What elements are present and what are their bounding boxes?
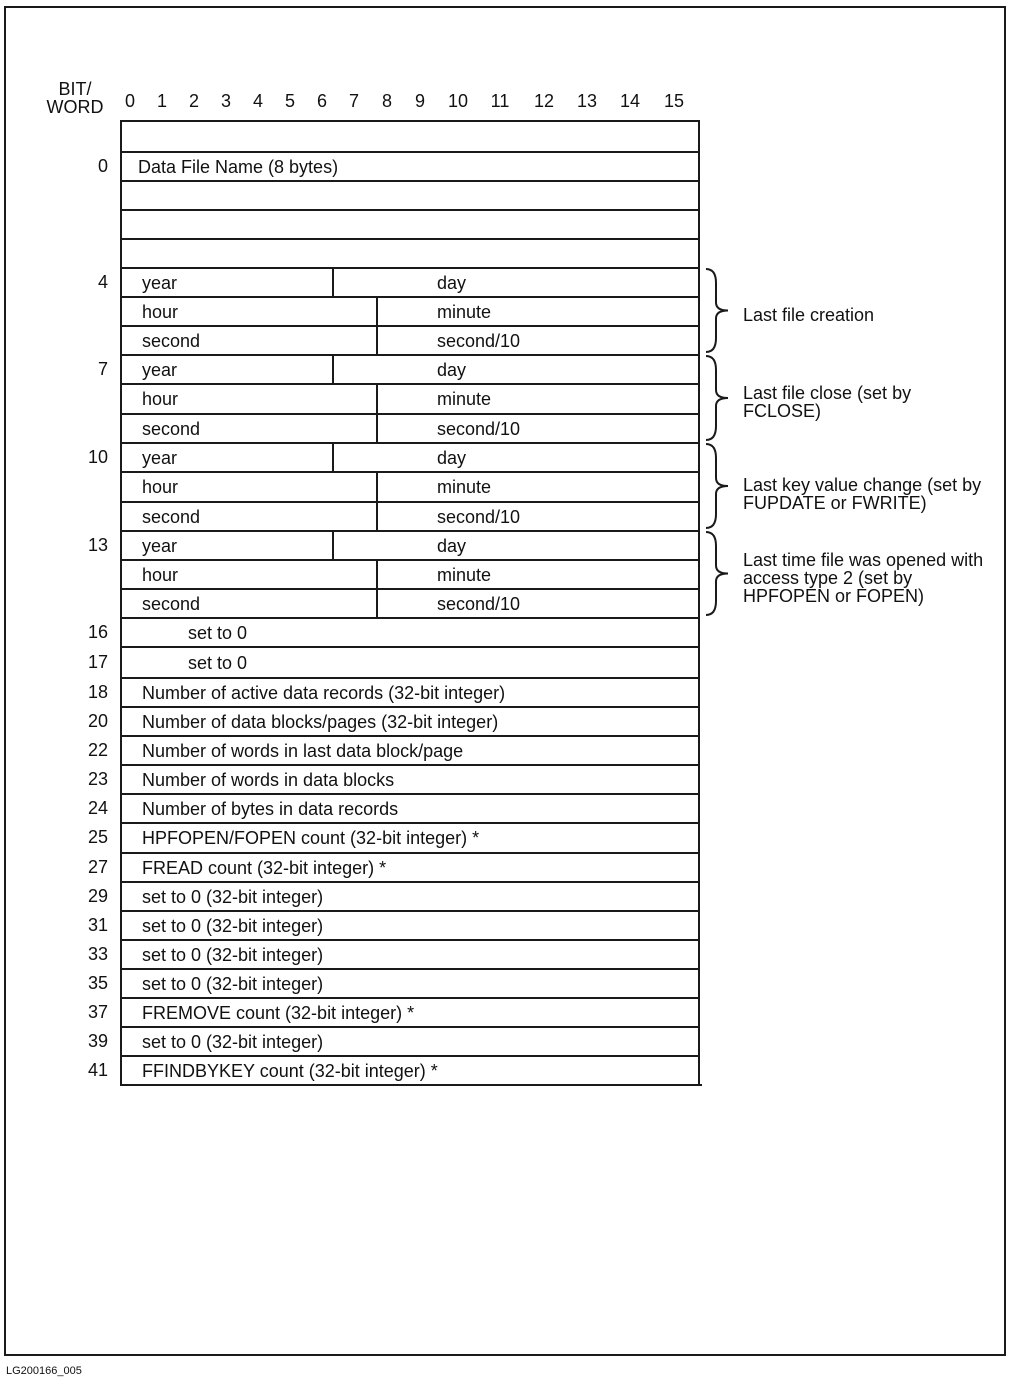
word-number: 24	[87, 797, 108, 818]
field-label: Number of bytes in data records	[142, 798, 399, 819]
field-label: Number of active data records (32-bit integer)	[142, 682, 506, 703]
field-label: second/10	[437, 418, 521, 439]
field-label: hour	[142, 564, 179, 585]
field-label: Number of data blocks/pages (32-bit integer)	[142, 711, 499, 732]
field-label: set to 0 (32-bit integer)	[142, 915, 324, 936]
field-label: minute	[437, 389, 492, 409]
field-label: Number of words in last data block/page	[142, 740, 464, 761]
group-annotation: Last key value change (set by FUPDATE or FWRITE)	[743, 475, 982, 513]
word-number: 4	[97, 271, 108, 292]
field-label: year	[142, 272, 178, 293]
field-label: FFINDBYKEY count (32-bit integer) *	[142, 1060, 438, 1081]
field-label: set to 0 (32-bit integer)	[142, 886, 324, 907]
field-label: second/10	[437, 593, 521, 614]
word-number: 39	[87, 1030, 108, 1051]
field-label: FREAD count (32-bit integer) *	[142, 857, 387, 878]
field-label: day	[437, 535, 467, 556]
group-brace	[706, 356, 728, 440]
field-label: hour	[142, 301, 179, 322]
bit-number: 15	[663, 91, 685, 111]
bit-number: 14	[619, 91, 641, 111]
bit-number: 5	[284, 91, 295, 111]
group-brace	[706, 532, 728, 615]
group-annotation: Last file close (set by FCLOSE)	[743, 383, 912, 421]
bit-number: 8	[381, 91, 392, 111]
field-label: second	[142, 330, 201, 351]
word-number: 18	[87, 681, 108, 702]
field-label: second	[142, 506, 201, 527]
field-label: day	[437, 272, 467, 293]
group-annotation: Last file creation	[743, 305, 875, 325]
field-label: minute	[437, 564, 492, 585]
word-number: 16	[87, 621, 108, 642]
field-label: second/10	[437, 330, 521, 351]
group-annotation: Last time file was opened with access type 2 (set by HPFOPEN or FOPEN)	[743, 550, 984, 606]
field-label: Number of words in data blocks	[142, 769, 395, 790]
word-number: 37	[87, 1001, 108, 1022]
word-number: 23	[87, 768, 108, 789]
bit-number: 9	[414, 91, 425, 111]
word-number: 29	[87, 885, 108, 906]
group-brace	[706, 269, 728, 352]
field-label: set to 0 (32-bit integer)	[142, 1031, 324, 1052]
word-number: 20	[87, 710, 108, 731]
field-label: second/10	[437, 506, 521, 527]
field-label: year	[142, 359, 178, 380]
bit-number: 6	[316, 91, 327, 111]
word-number: 17	[87, 651, 108, 672]
bit-number: 0	[124, 91, 135, 111]
field-label: hour	[142, 477, 179, 497]
word-number: 31	[87, 914, 108, 935]
bit-number: 2	[188, 91, 199, 111]
field-label: year	[142, 535, 178, 556]
bit-number: 13	[576, 91, 598, 111]
field-label: Data File Name (8 bytes)	[138, 156, 339, 177]
bit-word-header: BIT/ WORD	[46, 79, 104, 117]
group-brace	[706, 444, 728, 528]
field-label: second	[142, 418, 201, 439]
field-label: year	[142, 447, 178, 468]
field-label: day	[437, 447, 467, 468]
field-label: HPFOPEN/FOPEN count (32-bit integer) *	[142, 828, 480, 848]
bit-number: 12	[533, 91, 555, 111]
field-label: FREMOVE count (32-bit integer) *	[142, 1002, 415, 1023]
field-label: minute	[437, 477, 492, 497]
bit-number: 4	[252, 91, 263, 111]
word-number: 41	[87, 1059, 108, 1080]
word-number: 27	[87, 856, 108, 877]
field-label: set to 0 (32-bit integer)	[142, 944, 324, 965]
word-number: 7	[97, 358, 108, 379]
word-number: 10	[87, 446, 108, 467]
field-label: set to 0	[188, 652, 248, 673]
bit-number: 1	[156, 91, 167, 111]
word-number: 33	[87, 943, 108, 964]
word-number: 22	[87, 739, 108, 760]
field-label: set to 0 (32-bit integer)	[142, 973, 324, 994]
word-number: 13	[87, 534, 108, 555]
bit-number: 11	[490, 91, 510, 111]
word-number: 35	[87, 972, 108, 993]
field-label: set to 0	[188, 622, 248, 643]
field-label: minute	[437, 301, 492, 322]
field-label: second	[142, 593, 201, 614]
figure-id: LG200166_005	[6, 1365, 82, 1377]
field-label: day	[437, 359, 467, 380]
field-label: hour	[142, 389, 179, 409]
bit-number: 10	[447, 91, 469, 111]
word-number: 0	[97, 155, 108, 176]
word-number: 25	[87, 827, 108, 847]
bit-number: 7	[348, 91, 359, 111]
bit-number: 3	[220, 91, 231, 111]
